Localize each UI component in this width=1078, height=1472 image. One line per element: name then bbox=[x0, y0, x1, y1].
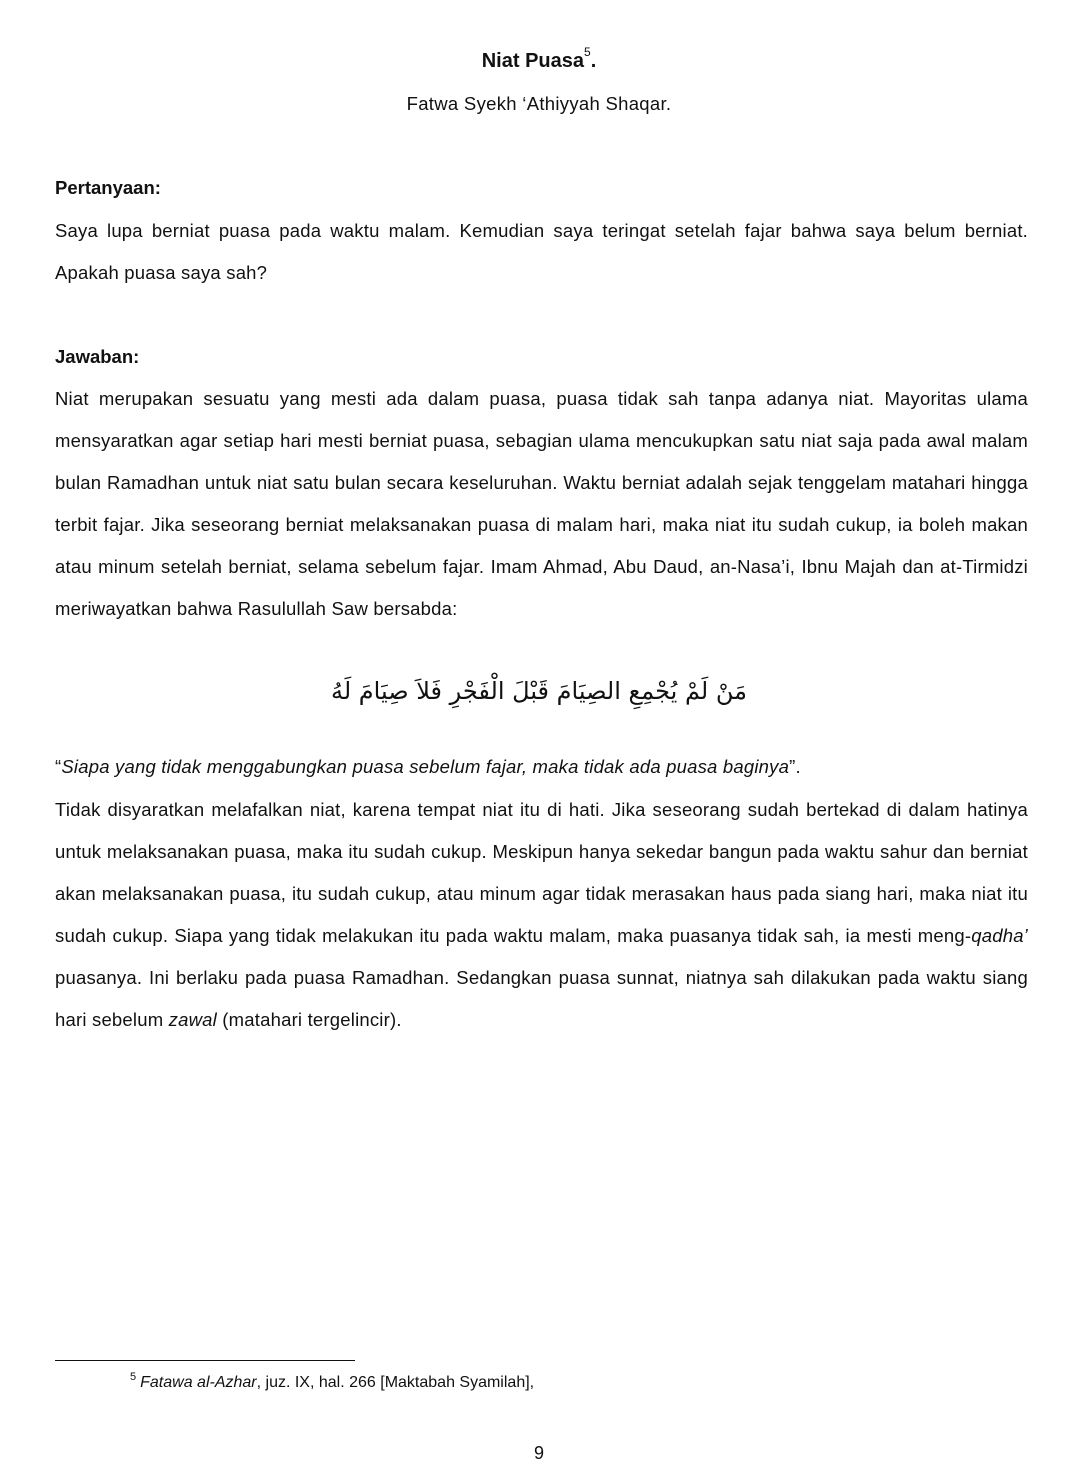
title-footnote-ref[interactable]: 5 bbox=[584, 45, 591, 59]
quote-text: Siapa yang tidak menggabungkan puasa sebelum fajar, maka tidak ada puasa baginya bbox=[61, 756, 790, 777]
footnote-separator bbox=[55, 1360, 355, 1361]
footnote-number: 5 bbox=[130, 1371, 137, 1383]
hadith-translation bbox=[55, 756, 1028, 778]
page-number: 9 bbox=[533, 1443, 544, 1463]
answer-paragraph-1: Niat merupakan sesuatu yang mesti ada dalam puasa, puasa tidak sah tanpa adanya niat. Mayoritas ulama mensyaratkan agar setiap hari mesti berniat puasa, sebagian ulama mencukupkan satu niat saja pada awal malam bulan Ramadhan untuk niat satu bulan secara keseluruhan. Waktu berniat adalah sejak tenggelam matahari hingga terbit fajar. Jika seseorang berniat melaksanakan puasa di malam hari, maka niat itu sudah cukup, ia boleh makan atau minum setelah berniat, selama sebelum fajar. Imam Ahmad, Abu Daud, an-Nasa’i, Ibnu Majah dan at-Tirmidzi meriwayatkan bahwa Rasulullah Saw bersabda: bbox=[55, 388, 1028, 619]
quote-close: ”. bbox=[789, 756, 801, 777]
paragraph-2-part-3: (matahari tergelincir). bbox=[216, 1009, 402, 1030]
arabic-hadith: مَنْ لَمْ يُجْمِعِ الصِيَامَ قَبْلَ الْفَجْرِ فَلاَ صِيَامَ لَهُ bbox=[331, 677, 747, 705]
title-text: Niat Puasa bbox=[481, 50, 584, 72]
paragraph-2-part-1: Tidak disyaratkan melafalkan niat, karena tempat niat itu di hati. Jika seseorang sudah bertekad di dalam hatinya untuk melaksanakan puasa, maka itu sudah cukup. Meskipun hanya sekedar bangun pada waktu sahur dan berniat akan melaksanakan puasa, itu sudah cukup, atau minum agar tidak merasakan haus pada siang hari, maka niat itu sudah cukup. Siapa yang tidak melakukan itu pada waktu malam, maka puasanya tidak sah, ia mesti meng- bbox=[55, 799, 1028, 946]
answer-paragraph-2 bbox=[55, 789, 1028, 1041]
footnote-details: , juz. IX, hal. 266 [Maktabah Syamilah], bbox=[256, 1374, 535, 1391]
quote-open: “ bbox=[55, 756, 62, 777]
footnote-source: Fatawa al-Azhar bbox=[140, 1374, 257, 1391]
question-body: Saya lupa berniat puasa pada waktu malam. Kemudian saya teringat setelah fajar bahwa saya belum berniat. Apakah puasa saya sah? bbox=[55, 220, 1028, 283]
footnote bbox=[130, 1371, 535, 1392]
paragraph-2-part-2: puasanya. Ini berlaku pada puasa Ramadhan. Sedangkan puasa sunnat, niatnya sah dilakukan pada waktu siang hari sebelum bbox=[55, 967, 1028, 1030]
paragraph-2-italic-qadha: qadha’ bbox=[971, 925, 1028, 946]
answer-heading: Jawaban: bbox=[55, 346, 140, 367]
title-suffix: . bbox=[590, 50, 597, 72]
subtitle: Fatwa Syekh ‘Athiyyah Shaqar. bbox=[406, 93, 672, 114]
page-title bbox=[0, 45, 1078, 73]
question-heading: Pertanyaan: bbox=[55, 177, 161, 198]
paragraph-2-italic-zawal: zawal bbox=[168, 1009, 217, 1030]
